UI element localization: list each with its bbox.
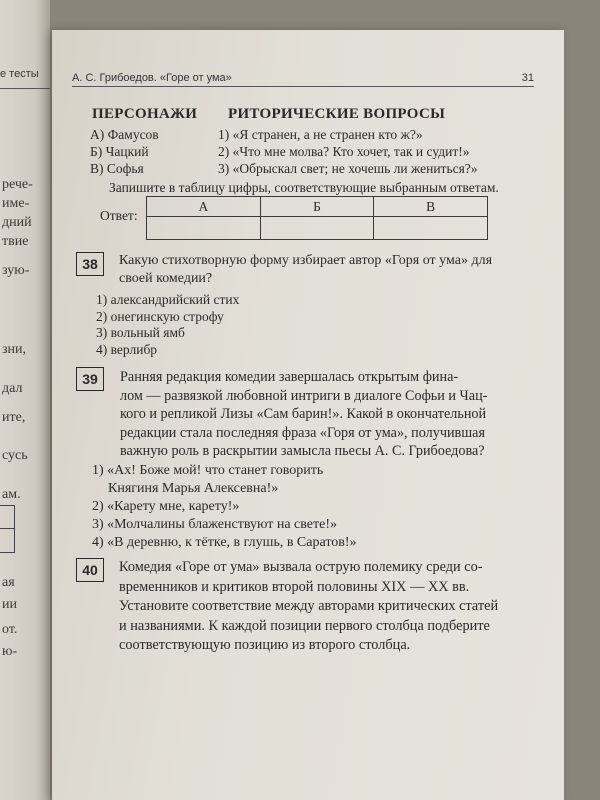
question-number-38: 38: [76, 252, 104, 276]
option-item: 1) «Ах! Боже мой! что станет говорить: [92, 463, 324, 478]
question-text-line: Ранняя редакция комедии завершалась открытым фина-: [120, 369, 459, 385]
question-40-text: [119, 558, 524, 656]
question-text-line: лом — развязкой любовной интриги в диалоге Софьи и Чац-: [120, 387, 488, 404]
question-number-40: 40: [76, 558, 104, 582]
question-text-line: своей комедии?: [119, 271, 213, 286]
book-page: [52, 30, 564, 800]
answer-label: Ответ:: [100, 208, 138, 223]
character-item: В) Софья: [90, 161, 144, 176]
left-header-rule: [0, 88, 50, 89]
left-fragment: от.: [2, 622, 18, 637]
answer-cell[interactable]: [147, 217, 261, 240]
left-fragment: зни,: [2, 342, 27, 357]
left-fragment: ая: [2, 575, 15, 590]
rhetorical-questions-heading: РИТОРИЧЕСКИЕ ВОПРОСЫ: [228, 106, 446, 122]
characters-list: [90, 126, 159, 177]
question-38-options: [96, 292, 239, 358]
question-item: 2) «Что мне молва? Кто хочет, так и судит!»: [218, 144, 470, 159]
left-fragment: сусь: [2, 448, 28, 463]
answer-cell[interactable]: [374, 217, 488, 240]
question-item: 3) «Обрыскал свет; не хочешь ли жениться?»: [218, 161, 478, 176]
question-text-line: соответствующую позицию из второго столбца.: [119, 637, 411, 653]
question-text-line: важную роль в раскрытии замысла пьесы А. С. Грибоедова?: [120, 443, 485, 459]
left-fragment: ю-: [2, 644, 18, 659]
answer-table: [146, 196, 488, 240]
left-fragment: зую-: [2, 263, 30, 278]
left-fragment: ам.: [2, 487, 21, 502]
answer-cell[interactable]: [260, 217, 374, 240]
question-text-line: Какую стихотворную форму избирает автор «Горя от ума» для: [119, 253, 493, 268]
left-fragment: рече-: [2, 177, 33, 192]
left-fragment: твие: [2, 234, 29, 249]
question-text-line: Комедия «Горе от ума» вызвала острую полемику среди со-: [119, 559, 483, 575]
page-number: 31: [521, 72, 534, 84]
answer-col-header: Б: [260, 197, 374, 217]
left-page-edge: [0, 0, 50, 800]
left-fragment: ите,: [2, 410, 26, 425]
question-text-line: редакции стала последняя фраза «Горя от ума», получившая: [120, 424, 486, 441]
left-running-head: е тесты: [0, 68, 39, 80]
option-item: 2) онегинскую строфу: [96, 308, 224, 324]
option-item: 2) «Карету мне, карету!»: [92, 499, 240, 514]
question-38-text: [119, 252, 492, 288]
option-item-continuation: Княгиня Марья Алексевна!»: [108, 481, 279, 496]
question-number-39: 39: [76, 367, 104, 391]
left-fragment: име-: [2, 196, 30, 211]
running-head: [72, 72, 534, 87]
option-item: 1) александрийский стих: [96, 292, 240, 307]
question-text-line: временников и критиков второй половины XIX — XX вв.: [119, 578, 470, 595]
option-item: 3) «Молчалины блаженствуют на свете!»: [92, 517, 337, 532]
left-answer-box: [0, 505, 15, 553]
answer-col-header: В: [374, 197, 488, 217]
option-item: 4) верлибр: [96, 341, 158, 357]
question-39-options: [92, 462, 357, 552]
running-head-title: А. С. Грибоедов. «Горе от ума»: [72, 72, 232, 84]
answer-col-header: А: [147, 197, 261, 217]
characters-heading: ПЕРСОНАЖИ: [92, 106, 198, 122]
question-text-line: кого и репликой Лизы «Сам барин!». Какой в окончательной: [120, 406, 487, 422]
left-fragment: дал: [2, 381, 23, 396]
left-fragment: ии: [2, 597, 17, 612]
question-text-line: Установите соответствие между авторами критических статей: [119, 598, 499, 614]
character-item: Б) Чацкий: [90, 144, 149, 159]
question-text-line: и названиями. К каждой позиции первого столбца подберите: [119, 617, 490, 634]
left-fragment: дний: [2, 215, 32, 230]
option-item: 3) вольный ямб: [96, 325, 185, 340]
character-item: А) Фамусов: [90, 127, 159, 142]
questions-list: [218, 126, 478, 177]
question-item: 1) «Я странен, а не странен кто ж?»: [218, 127, 423, 142]
table-instruction: Запишите в таблицу цифры, соответствующие выбранным ответам.: [109, 180, 499, 195]
question-39-text: [120, 368, 487, 461]
option-item: 4) «В деревню, к тётке, в глушь, в Саратов!»: [92, 535, 357, 550]
